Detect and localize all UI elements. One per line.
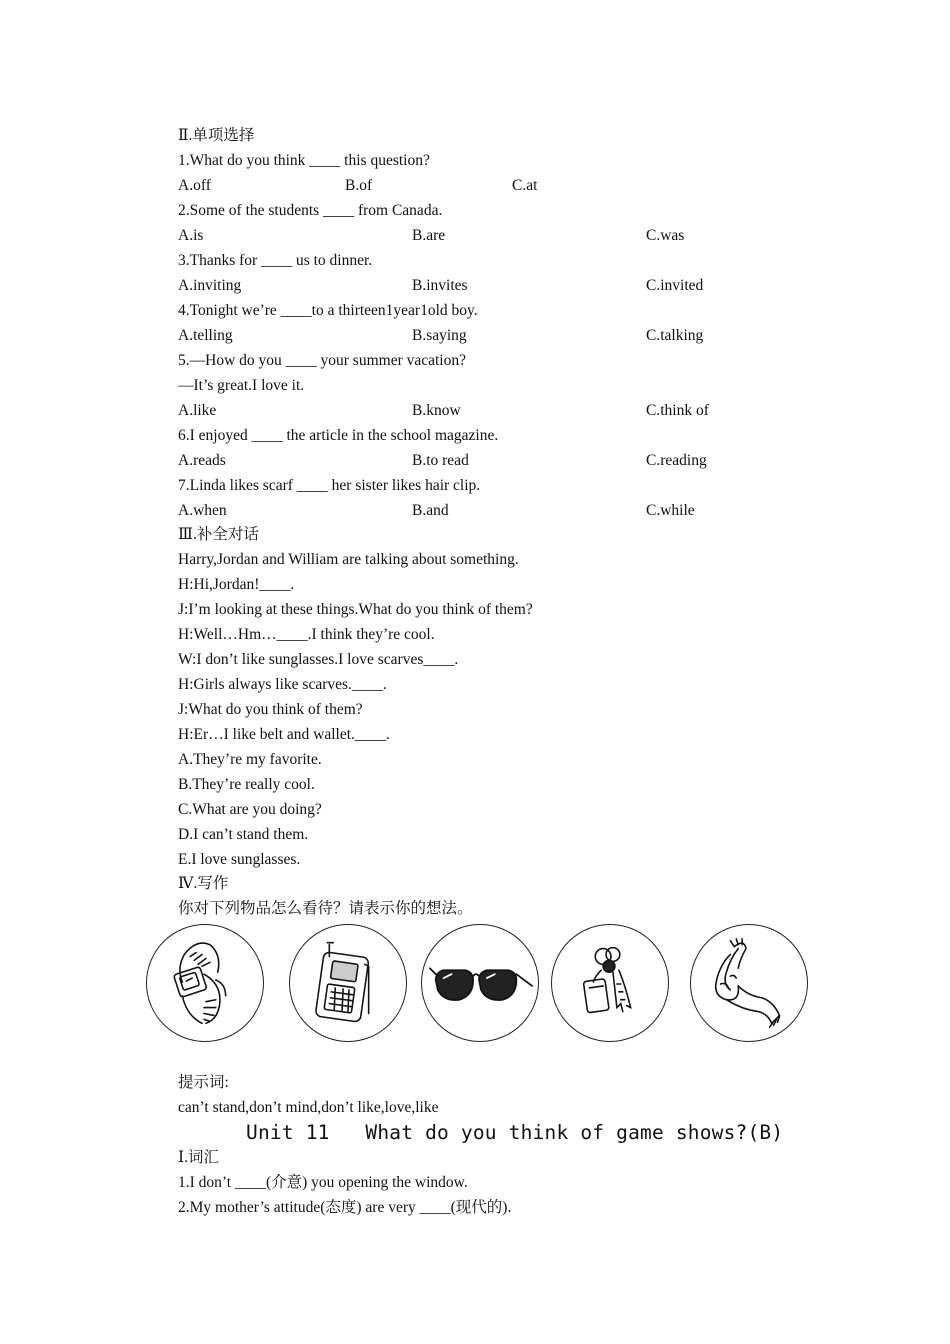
- question-2: 2.Some of the students ____ from Canada.: [178, 202, 443, 219]
- option-6a: A.reads: [178, 452, 226, 469]
- dialogue-line-6: J:What do you think of them?: [178, 701, 363, 718]
- option-6c: C.reading: [646, 452, 707, 469]
- vocab-item-1: 1.I don’t ____(介意) you opening the window.: [178, 1174, 468, 1191]
- keys-icon: [551, 924, 669, 1042]
- dialogue-intro: Harry,Jordan and William are talking about something.: [178, 551, 519, 568]
- option-5b: B.know: [412, 402, 461, 419]
- dialogue-line-4: W:I don’t like sunglasses.I love scarves____.: [178, 651, 459, 668]
- hint-label: 提示词:: [178, 1074, 229, 1091]
- question-1: 1.What do you think ____ this question?: [178, 152, 430, 169]
- option-1c: C.at: [512, 177, 538, 194]
- dialogue-line-3: H:Well…Hm…____.I think they’re cool.: [178, 626, 435, 643]
- option-7c: C.while: [646, 502, 695, 519]
- scarf-icon: [690, 924, 808, 1042]
- hint-words: can’t stand,don’t mind,don’t like,love,like: [178, 1099, 439, 1116]
- dialogue-option-c: C.What are you doing?: [178, 801, 322, 818]
- option-2c: C.was: [646, 227, 685, 244]
- question-4: 4.Tonight we’re ____to a thirteen1year1old boy.: [178, 302, 478, 319]
- section-heading-vocabulary: Ⅰ.词汇: [178, 1149, 219, 1166]
- writing-prompt: 你对下列物品怎么看待？请表示你的想法。: [178, 900, 473, 917]
- unit-title: Unit 11 What do you think of game shows?(B): [246, 1121, 784, 1144]
- question-7: 7.Linda likes scarf ____ her sister likes hair clip.: [178, 477, 481, 494]
- sunglasses-icon: [421, 924, 539, 1042]
- option-2a: A.is: [178, 227, 204, 244]
- option-3b: B.invites: [412, 277, 468, 294]
- picture-row: [0, 920, 950, 1050]
- dialogue-line-1: H:Hi,Jordan!____.: [178, 576, 295, 593]
- option-3a: A.inviting: [178, 277, 242, 294]
- dialogue-option-d: D.I can’t stand them.: [178, 826, 309, 843]
- vocab-item-2: 2.My mother’s attitude(态度) are very ____(现代的).: [178, 1199, 512, 1216]
- option-5c: C.think of: [646, 402, 709, 419]
- option-7b: B.and: [412, 502, 449, 519]
- option-1a: A.off: [178, 177, 211, 194]
- section-heading-writing: Ⅳ.写作: [178, 875, 229, 892]
- dialogue-line-7: H:Er…I like belt and wallet.____.: [178, 726, 390, 743]
- dialogue-option-a: A.They’re my favorite.: [178, 751, 322, 768]
- phone-icon: [289, 924, 407, 1042]
- section-heading-multiple-choice: Ⅱ.单项选择: [178, 127, 255, 144]
- section-heading-dialogue: Ⅲ.补全对话: [178, 526, 259, 543]
- option-4a: A.telling: [178, 327, 233, 344]
- option-6b: B.to read: [412, 452, 469, 469]
- option-1b: B.of: [345, 177, 373, 194]
- option-4c: C.talking: [646, 327, 704, 344]
- option-2b: B.are: [412, 227, 446, 244]
- dialogue-option-b: B.They’re really cool.: [178, 776, 315, 793]
- dialogue-option-e: E.I love sunglasses.: [178, 851, 301, 868]
- question-6: 6.I enjoyed ____ the article in the school magazine.: [178, 427, 499, 444]
- option-4b: B.saying: [412, 327, 467, 344]
- dialogue-line-2: J:I’m looking at these things.What do you think of them?: [178, 601, 533, 618]
- question-5: 5.—How do you ____ your summer vacation?: [178, 352, 466, 369]
- watch-icon: [146, 924, 264, 1042]
- option-7a: A.when: [178, 502, 227, 519]
- question-5-reply: —It’s great.I love it.: [178, 377, 305, 394]
- option-5a: A.like: [178, 402, 217, 419]
- option-3c: C.invited: [646, 277, 704, 294]
- dialogue-line-5: H:Girls always like scarves.____.: [178, 676, 387, 693]
- question-3: 3.Thanks for ____ us to dinner.: [178, 252, 373, 269]
